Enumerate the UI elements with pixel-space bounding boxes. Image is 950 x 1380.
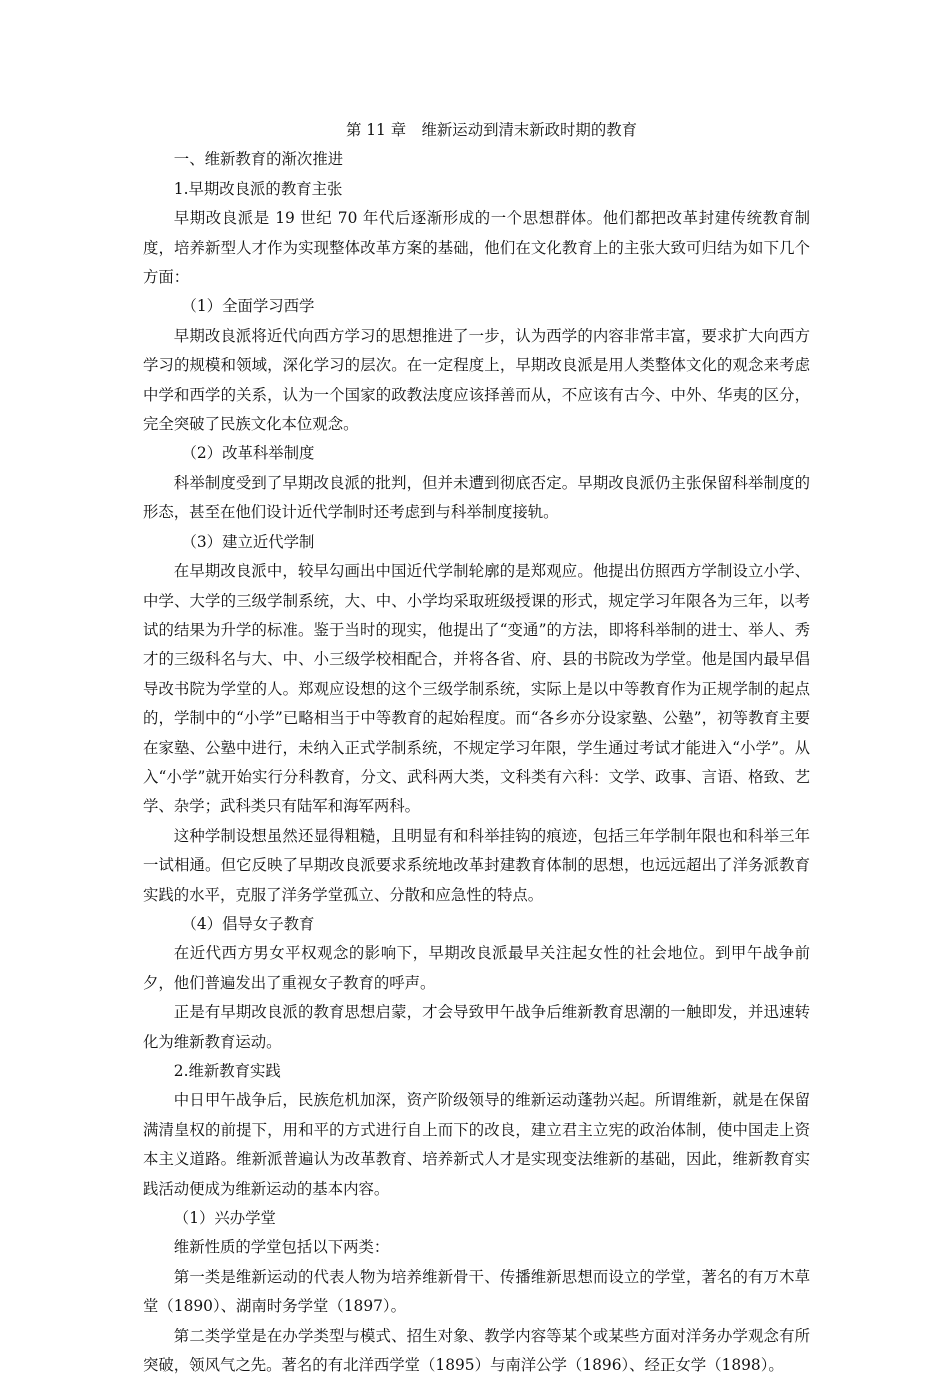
paragraph: 1.早期改良派的教育主张 bbox=[173, 179, 343, 198]
paragraph: 第二类学堂是在办学类型与模式、招生对象、教学内容等某个或某些方面对洋务办学观念有所突破，领风气之先。著名的有北洋西学堂（1895）与南洋公学（1896）、经正女学（1898）。 bbox=[143, 1326, 810, 1375]
paragraph: 维新性质的学堂包括以下两类： bbox=[173, 1238, 390, 1257]
paragraph: 科举制度受到了早期改良派的批判，但并未遭到彻底否定。早期改良派仍主张保留科举制度的形态，甚至在他们设计近代学制时还考虑到与科举制度接轨。 bbox=[143, 473, 810, 522]
paragraph: 正是有早期改良派的教育思想启蒙，才会导致甲午战争后维新教育思潮的一触即发，并迅速转化为维新教育运动。 bbox=[143, 1003, 810, 1051]
chapter-title: 第 11 章 维新运动到清末新政时期的教育 bbox=[345, 121, 637, 139]
paragraph: 中日甲午战争后，民族危机加深，资产阶级领导的维新运动蓬勃兴起。所谓维新，就是在保留满清皇权的前提下，用和平的方式进行自上而下的改良，建立君主立宪的政治体制，使中国走上资本主义道路。维新派普遍认为改革教育、培养新式人才是实现变法维新的基础，因此，维新教育实践活动便成为维新运动的基本内容。 bbox=[143, 1091, 810, 1198]
paragraph: 第一类是维新运动的代表人物为培养维新骨干、传播维新思想而设立的学堂，著名的有万木草堂（1890）、湖南时务学堂（1897）。 bbox=[143, 1267, 810, 1316]
paragraph: 早期改良派是 19 世纪 70 年代后逐渐形成的一个思想群体。他们都把改革封建传统教育制度，培养新型人才作为实现整体改革方案的基础，他们在文化教育上的主张大致可归结为如下几个方面： bbox=[143, 209, 810, 287]
paragraph: （2）改革科举制度 bbox=[181, 444, 315, 463]
document-page bbox=[143, 116, 810, 1380]
document-body bbox=[143, 145, 810, 1380]
paragraph: （3）建立近代学制 bbox=[181, 532, 315, 551]
paragraph: （1）全面学习西学 bbox=[181, 297, 315, 316]
paragraph: 早期改良派将近代向西方学习的思想推进了一步，认为西学的内容非常丰富，要求扩大向西方学习的规模和领域，深化学习的层次。在一定程度上，早期改良派是用人类整体文化的观念来考虑中学和西学的关系，认为一个国家的政教法度应该择善而从，不应该有古今、中外、华夷的区分，完全突破了民族文化本位观念。 bbox=[143, 326, 810, 434]
paragraph: 2.维新教育实践 bbox=[173, 1062, 281, 1080]
paragraph: （1）兴办学堂 bbox=[173, 1209, 276, 1228]
paragraph: 在近代西方男女平权观念的影响下，早期改良派最早关注起女性的社会地位。到甲午战争前夕，他们普遍发出了重视女子教育的呼声。 bbox=[143, 944, 810, 992]
paragraph: 一、维新教育的渐次推进 bbox=[173, 150, 344, 169]
paragraph: （4）倡导女子教育 bbox=[181, 914, 315, 933]
paragraph: 在早期改良派中，较早勾画出中国近代学制轮廓的是郑观应。他提出仿照西方学制设立小学、中学、大学的三级学制系统，大、中、小学均采取班级授课的形式，规定学习年限各为三年，以考试的结果为升学的标准。鉴于当时的现实，他提出了“变通”的方法，即将科举制的进士、举人、秀才的三级科名与大、中、小三级学校相配合，并将各省、府、县的书院改为学堂。他是国内最早倡导改书院为学堂的人。郑观应设想的这个三级学制系统，实际上是以中等教育作为正规学制的起点的，学制中的“小学”已略相当于中等教育的起始程度。而“各乡亦分设家塾、公塾”，初等教育主要在家塾、公塾中进行，未纳入正式学制系统，不规定学习年限，学生通过考试才能进入“小学”。从入“小学”就开始实行分科教育，分文、武科两大类，文科类有六科：文学、政事、言语、格致、艺学、杂学；武科类只有陆军和海军两科。 bbox=[143, 562, 810, 816]
paragraph: 这种学制设想虽然还显得粗糙，且明显有和科举挂钩的痕迹，包括三年学制年限也和科举三年一试相通。但它反映了早期改良派要求系统地改革封建教育体制的思想，也远远超出了洋务派教育实践的水平，克服了洋务学堂孤立、分散和应急性的特点。 bbox=[143, 826, 810, 904]
